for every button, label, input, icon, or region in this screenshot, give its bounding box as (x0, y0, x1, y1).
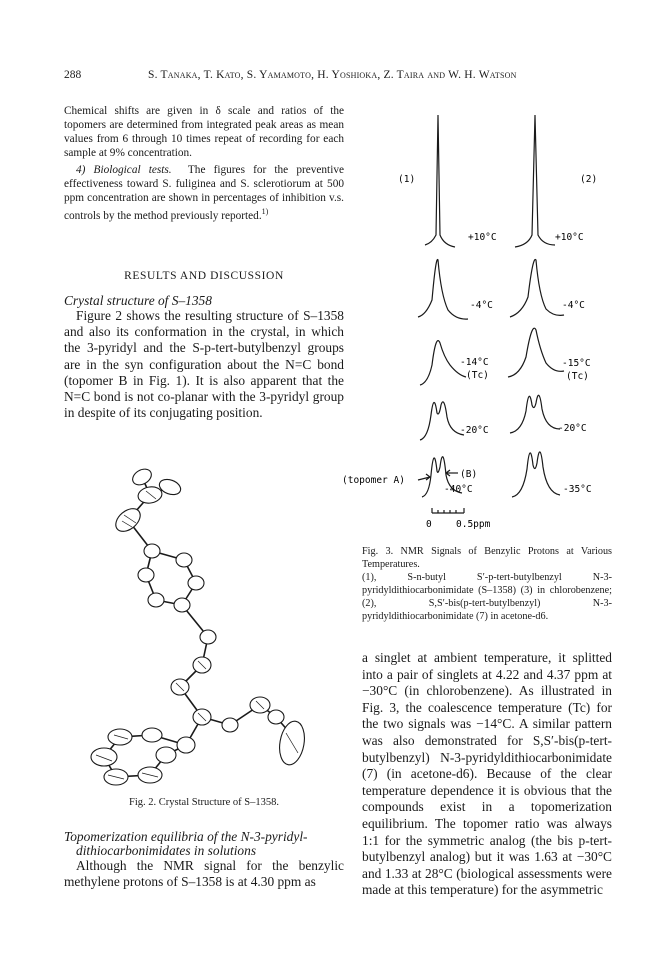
temp-2-plus10: +10°C (555, 232, 584, 243)
temp-1-minus14: -14°C (460, 357, 489, 368)
author-line: S. Tanaka, T. Kato, S. Yamamoto, H. Yoshioka, Z. Taira and W. H. Watson (148, 69, 517, 81)
chemical-shifts-text: Chemical shifts are given in δ scale and ratios of the topomers are determined from integrated peak areas as mean values from 6 through 10 times repeat of recording for each sample at 9% concentration. (64, 105, 344, 159)
temp-2-minus35: -35°C (563, 484, 592, 495)
temp-2-tc: (Tc) (566, 371, 589, 382)
reference-marker: 1) (261, 207, 269, 216)
topomer-a-label: (topomer A) (342, 475, 405, 486)
biological-tests-text: The figures for the preventive effectiveness toward S. fuliginea and S. sclerotiorum at 500 ppm concentration are shown in percentages of inhibition v.s. controls by the method previously reported. (64, 164, 344, 222)
crystal-structure-figure (70, 465, 340, 790)
topomer-section (64, 830, 344, 890)
topomer-text: Although the NMR signal for the benzylic methylene protons of S–1358 is at 4.30 ppm as (64, 858, 344, 890)
temp-2-minus15: -15°C (562, 358, 591, 369)
page-number: 288 (64, 69, 82, 81)
fig3-caption (362, 545, 612, 623)
spectrum-2-minus35 (512, 452, 560, 497)
spectrum-2-minus15 (508, 328, 564, 377)
temp-1-minus20: -20°C (460, 425, 489, 436)
temp-2-minus4: -4°C (562, 300, 585, 311)
spectrum-2-minus20 (510, 395, 560, 433)
topomer-subheading-1: Topomerization equilibria of the N-3-pyridyl- (64, 829, 308, 844)
fig3-caption-body: (1), S-n-butyl S′-p-tert-butylbenzyl N-3-pyridyldithiocarbonimidate (S–1358) (3) in chlorobenzene; (2), S,S′-bis(p-tert-butylbenzyl) N-3-pyridyldithiocarbonimidate (7) in acetone-d6. (362, 572, 612, 622)
crystal-subheading: Crystal structure of S–1358 (64, 293, 212, 308)
topomer-subheading-2: dithiocarbonimidates in solutions (76, 843, 257, 858)
biological-tests-paragraph (64, 163, 344, 223)
spectrum-label-2: (2) (580, 174, 598, 185)
temp-1-minus40: -40°C (444, 484, 473, 495)
crystal-section (64, 294, 344, 421)
topomer-b-label: (B) (460, 469, 478, 480)
temp-1-minus4: -4°C (470, 300, 493, 311)
spectrum-label-1: (1) (398, 174, 416, 185)
scale-zero-label: 0 (426, 519, 432, 530)
temp-2-minus20: -20°C (558, 423, 587, 434)
spectrum-1-minus4 (418, 260, 468, 320)
spectrum-1-minus20 (420, 402, 464, 440)
methods-paragraph (64, 104, 344, 160)
temp-1-tc: (Tc) (466, 370, 489, 381)
spectrum-2-plus10 (515, 115, 555, 247)
topomerization-text-continued: a singlet at ambient temperature, it splitted into a pair of singlets at 4.22 and 4.37 ppm at −30°C (in chlorobenzene). As illustrated in Fig. 3, the coalescence temperature (Tc) for the two signals was −14°C. A similar pattern was also demonstrated for S,S′-bis(p-tert-butylbenzyl) N-3-pyridyldithiocarbonimidate (7) (in acetone-d6). Because of the clear temperature dependence it is obvious that the compounds exist in a topomerization equilibrium. The topomer ratio was always 1:1 for the symmetric analog (the bis p-tert-butylbenzyl analog) but it was 1.63 at −30°C and 1.33 at 28°C (biological assessments were made at this temperature) for the asymmetric (362, 650, 612, 898)
fig2-caption: Fig. 2. Crystal Structure of S–1358. (129, 797, 279, 808)
biological-tests-lead: 4) Biological tests. (76, 164, 172, 176)
temp-1-plus10: +10°C (468, 232, 497, 243)
scale-half-label: 0.5ppm (456, 519, 491, 530)
nmr-spectra-figure (340, 95, 630, 535)
crystal-text: Figure 2 shows the resulting structure of S–1358 and also its conformation in the crystal, in which the 3-pyridyl and the S-p-tert-butylbenzyl groups are in the syn configuration about the N=C bond (topomer B in Fig. 1). It is also apparent that the N=C bond is not co-planar with the 3-pyridyl group in despite of its conjugating position. (64, 308, 344, 421)
fig3-caption-title: Fig. 3. NMR Signals of Benzylic Protons at Various Temperatures. (362, 546, 612, 570)
spectrum-1-plus10 (425, 115, 455, 247)
results-heading: RESULTS AND DISCUSSION (124, 270, 284, 282)
spectrum-2-minus4 (510, 259, 564, 317)
